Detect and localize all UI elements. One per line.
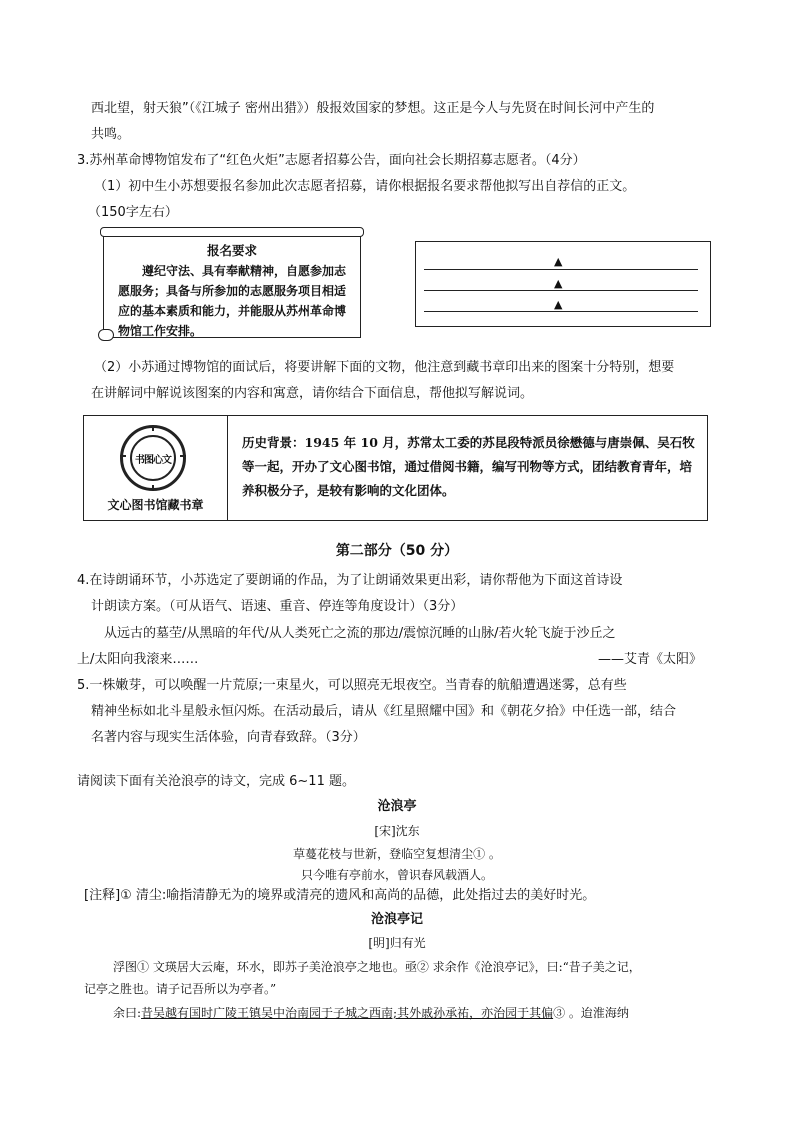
q2-tail-line2: 共鸣。 xyxy=(91,127,131,142)
q5-line1: 5.一株嫩芽，可以唤醒一片荒原;一束星火，可以照亮无垠夜空。当青春的航船遭遇迷雾，总有些 xyxy=(77,678,627,693)
q3-part1-line2: （150字左右） xyxy=(88,205,178,220)
q4-line1: 4.在诗朗诵环节，小苏选定了要朗诵的作品，为了让朗诵效果更出彩，请你帮他为下面这首诗设 xyxy=(77,573,623,588)
table-divider xyxy=(227,416,228,520)
q3-part1-line1: （1）初中生小苏想要报名参加此次志愿者招募，请你根据报名要求帮他拟写出自荐信的正文。 xyxy=(94,179,636,194)
q5-line3: 名著内容与现实生活体验，向青春致辞。（3分） xyxy=(91,730,366,745)
q3-part2-line2: 在讲解词中解说该图案的内容和寓意，请你结合下面信息，帮他拟写解说词。 xyxy=(91,386,534,401)
seal-text: 书图心文 xyxy=(135,455,171,466)
scroll-roll-top xyxy=(100,227,364,237)
poem-note: [注释]① 清尘:喻指清静无为的境界或清亮的遗风和高尚的品德，此处指过去的美好时光。 xyxy=(84,888,596,903)
history-background: 历史背景：1945 年 10 月，苏常太工委的苏昆段特派员徐懋德与唐崇佩、吴石牧等一起，开办了文心图书馆，通过借阅书籍，编写刊物等方式，团结教育青年，培养积极分子，是较有影响的文化团体。 xyxy=(242,435,695,498)
q4-line2: 计朗读方案。（可从语气、语速、重音、停连等角度设计）（3分） xyxy=(91,599,464,614)
scroll-title: 报名要求 xyxy=(206,243,257,258)
answer-blank-marker: ▲ xyxy=(554,255,563,268)
poem-line2: 只今唯有亭前水，曾识春风载酒人。 xyxy=(300,868,493,882)
q4-attribution: ——艾青《太阳》 xyxy=(598,652,703,667)
answer-line xyxy=(424,290,698,291)
q3-part2-line1: （2）小苏通过博物馆的面试后，将要讲解下面的文物，他注意到藏书章印出来的图案十分特别，想要 xyxy=(94,360,675,375)
essay-line3 xyxy=(113,1004,629,1022)
part2-heading: 第二部分（50 分） xyxy=(335,543,459,559)
scroll-body: 遵纪守法、具有奉献精神，自愿参加志愿服务；具备与所参加的志愿服务项目相适应的基本素质和能力，并能服从苏州革命博物馆工作安排。 xyxy=(118,264,347,338)
q3-stem: 3.苏州革命博物馆发布了“红色火炬”志愿者招募公告，面向社会长期招募志愿者。（4分） xyxy=(77,153,586,168)
answer-blank-marker: ▲ xyxy=(554,298,563,311)
answer-line xyxy=(424,311,698,312)
essay-line2: 记亭之胜也。请子记吾所以为亭者。” xyxy=(84,982,277,996)
answer-blank-marker: ▲ xyxy=(554,277,563,290)
essay-line1: 浮图① 文瑛居大云庵，环水，即苏子美沧浪亭之地也。亟② 求余作《沧浪亭记》，曰:“昔子美之记， xyxy=(113,960,641,974)
poem-author: [宋]沈东 xyxy=(374,824,420,838)
essay-author: [明]归有光 xyxy=(368,936,426,950)
library-seal-image xyxy=(120,425,186,491)
seal-info-table xyxy=(83,415,708,521)
requirements-scroll xyxy=(103,230,361,338)
seal-caption: 文心图书馆藏书章 xyxy=(107,498,204,512)
essay-title: 沧浪亭记 xyxy=(370,912,423,927)
scroll-roll-bottom xyxy=(98,329,114,341)
essay-line3-underlined: 昔吴越有国时广陵王镇吴中治南园于子城之西南;其外戚孙承祐，亦治园于其偏 xyxy=(141,1006,554,1020)
q4-poem-line1: 从远古的墓茔/从黑暗的年代/从人类死亡之流的那边/震惊沉睡的山脉/若火轮飞旋于沙丘之 xyxy=(104,626,616,641)
poem-title: 沧浪亭 xyxy=(377,799,417,814)
answer-line xyxy=(424,269,698,270)
poem-line1: 草蔓花枝与世新，登临空复想清尘① 。 xyxy=(293,847,501,861)
q4-poem-line2: 上/太阳向我滚来…… xyxy=(77,652,199,667)
essay-line3-pre: 余曰: xyxy=(113,1006,142,1020)
q5-line2: 精神坐标如北斗星般永恒闪烁。在活动最后，请从《红星照耀中国》和《朝花夕拾》中任选一部，结合 xyxy=(91,704,677,719)
q2-tail-line1: 西北望，射天狼”（《江城子 密州出猎》）般报效国家的梦想。这正是今人与先贤在时间长河中产生的 xyxy=(91,101,655,116)
answer-line-box xyxy=(415,241,711,327)
reading-intro: 请阅读下面有关沧浪亭的诗文，完成 6~11 题。 xyxy=(77,774,355,789)
essay-line3-post: ③ 。迨淮海纳 xyxy=(553,1006,629,1020)
